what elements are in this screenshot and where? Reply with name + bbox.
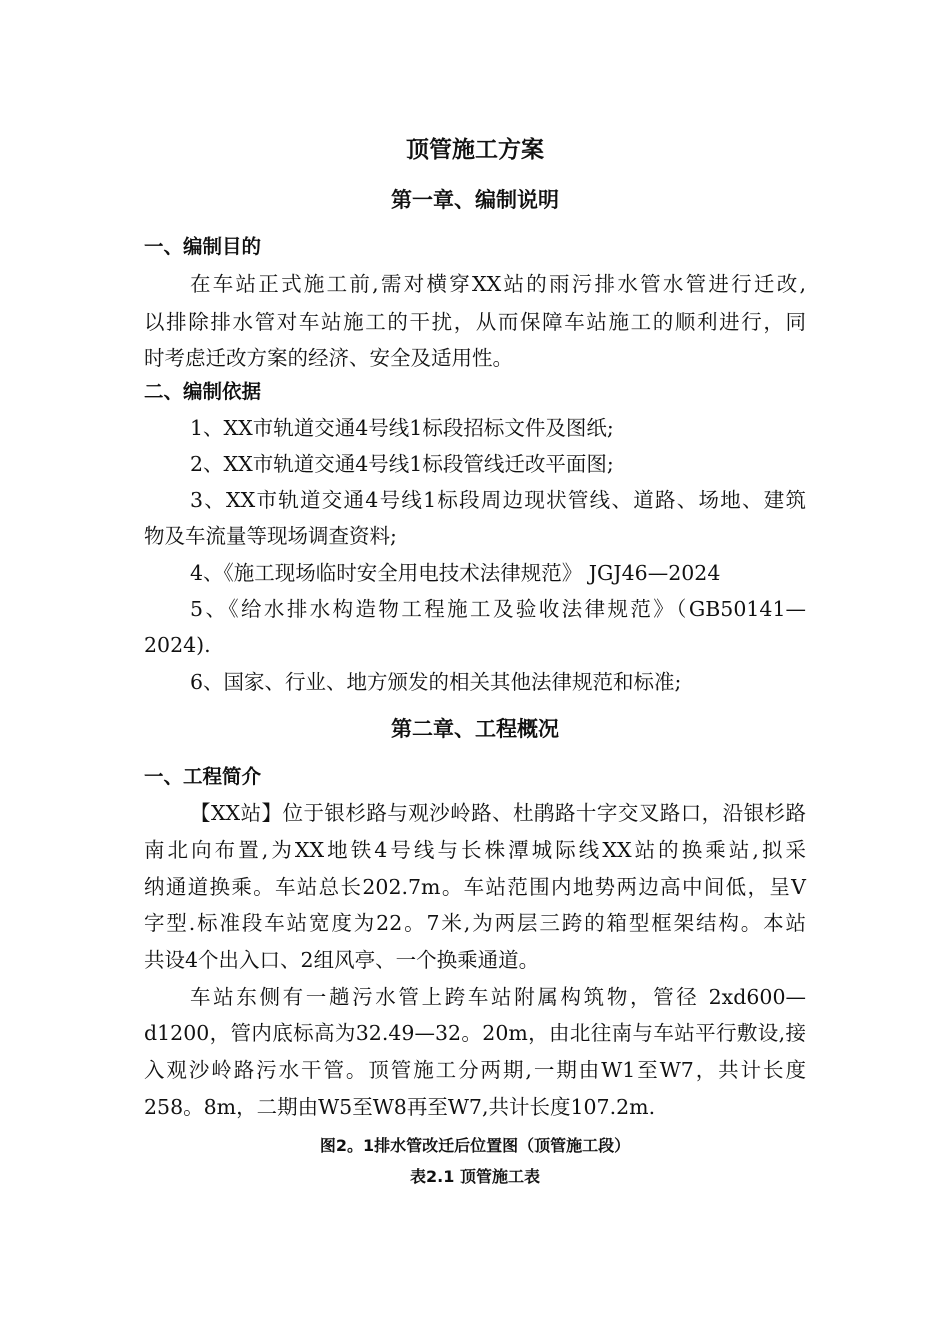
figure-caption: 图2。1排水管改迁后位置图（顶管施工段） <box>319 1136 631 1155</box>
purpose-line-2: 以排除排水管对车站施工的干扰，从而保障车站施工的顺利进行，同 <box>144 310 806 334</box>
reference-item: 5、《给水排水构造物工程施工及验收法律规范》（GB50141— <box>190 597 806 621</box>
purpose-line-3: 时考虑迁改方案的经济、安全及适用性。 <box>144 346 513 370</box>
section-heading-basis: 二、编制依据 <box>144 380 262 403</box>
reference-item: 3、XX市轨道交通4号线1标段周边现状管线、道路、场地、建筑 <box>190 488 806 512</box>
purpose-line-1: 在车站正式施工前,需对横穿XX站的雨污排水管水管进行迁改, <box>190 272 806 296</box>
overview-line-1: 【XX站】位于银杉路与观沙岭路、杜鹃路十字交叉路口，沿银杉路 <box>190 801 806 825</box>
overview-p2-line-4: 258。8m，二期由W5至W8再至W7,共计长度107.2m. <box>144 1095 656 1119</box>
reference-item: 6、国家、行业、地方颁发的相关其他法律规范和标准; <box>190 670 682 694</box>
table-caption: 表2.1 顶管施工表 <box>410 1167 540 1186</box>
doc-title: 顶管施工方案 <box>406 137 544 163</box>
chapter-2-heading: 第二章、工程概况 <box>391 717 559 741</box>
reference-item: 1、XX市轨道交通4号线1标段招标文件及图纸; <box>190 416 614 440</box>
reference-item: 2、XX市轨道交通4号线1标段管线迁改平面图; <box>190 452 614 476</box>
overview-line-2: 南北向布置,为XX地铁4号线与长株潭城际线XX站的换乘站,拟采 <box>144 838 806 862</box>
overview-line-5: 共设4个出入口、2组风亭、一个换乘通道。 <box>144 948 540 972</box>
overview-line-4: 字型.标准段车站宽度为22。7米,为两层三跨的箱型框架结构。本站 <box>144 911 806 935</box>
section-heading-purpose: 一、编制目的 <box>144 235 262 258</box>
overview-p2-line-1: 车站东侧有一趟污水管上跨车站附属构筑物，管径 2xd600— <box>190 985 806 1009</box>
overview-line-3: 纳通道换乘。车站总长202.7m。车站范围内地势两边高中间低，呈V <box>144 875 806 899</box>
reference-item-continued: 物及车流量等现场调查资料; <box>144 524 397 548</box>
chapter-1-heading: 第一章、编制说明 <box>391 188 559 212</box>
reference-item-continued: 2024). <box>144 633 211 657</box>
overview-p2-line-2: d1200，管内底标高为32.49—32。20m，由北往南与车站平行敷设,接 <box>144 1021 806 1045</box>
reference-item: 4、《施工现场临时安全用电技术法律规范》 JGJ46—2024 <box>190 561 721 585</box>
section-heading-overview: 一、工程简介 <box>144 765 262 788</box>
overview-p2-line-3: 入观沙岭路污水干管。顶管施工分两期,一期由W1至W7，共计长度 <box>144 1058 806 1082</box>
